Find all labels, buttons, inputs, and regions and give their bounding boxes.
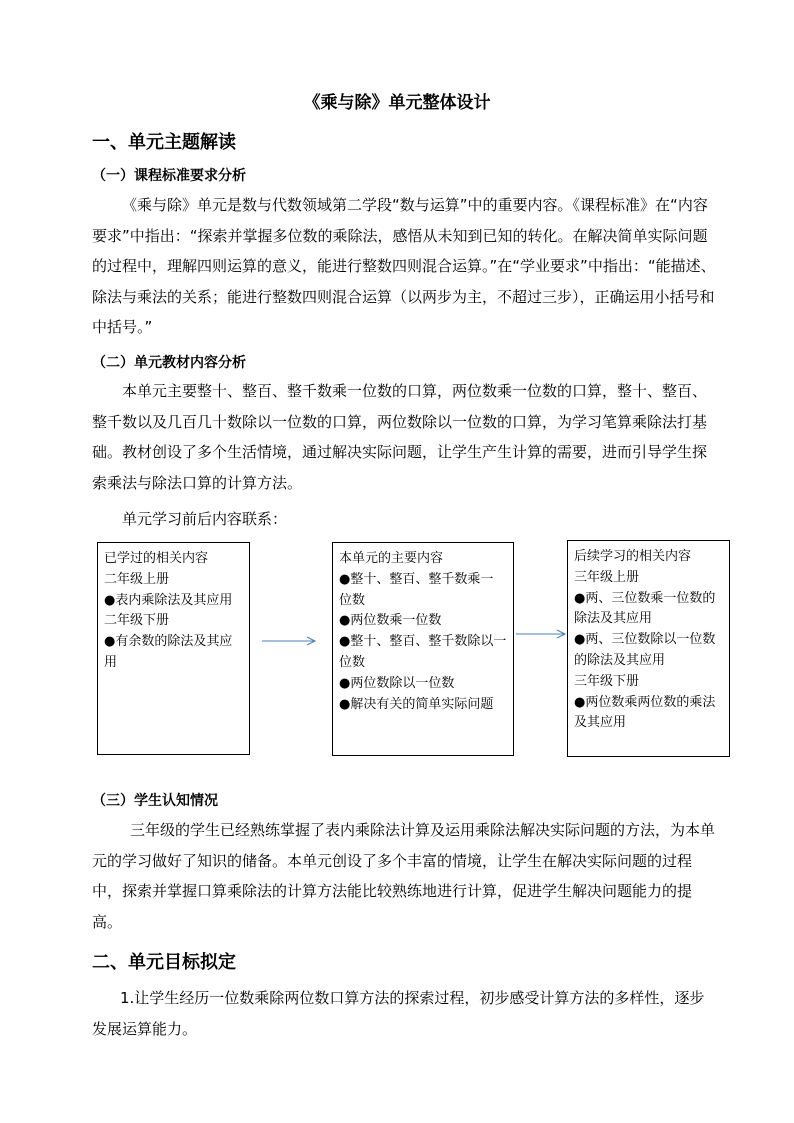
current-unit-box: [332, 542, 514, 756]
box-line: ●表内乘除法及其应用: [104, 592, 233, 608]
box-line: ●解决有关的简单实际问题: [339, 696, 494, 712]
box-line: 位数: [339, 592, 366, 608]
box-line: ●两、三位数除以一位数的除法及其应用: [574, 632, 716, 668]
box-line: ●两、三位数乘一位数的除法及其应用: [574, 590, 716, 627]
section1-heading: 一、单元主题解读: [92, 132, 236, 153]
prior-knowledge-box: [97, 542, 250, 755]
arrow-right-icon: [516, 627, 568, 641]
subsection3-paragraph: 三年级的学生已经熟练掌握了表内乘除法计算及运用乘除法解决实际问题的方法，为本单元的学习做好了知识的储备。本单元创设了多个丰富的情境，让学生在解决实际问题的过程中，探索并掌握口算乘除法的计算方法能比较熟练地进行计算，促进学生解决问题能力的提高。: [92, 821, 716, 931]
future-learning-box: [567, 540, 730, 757]
goal-item-1: 1.让学生经历一位数乘除两位数口算方法的探索过程，初步感受计算方法的多样性，逐步发展运算能力。: [92, 989, 705, 1038]
section2-heading: 二、单元目标拟定: [92, 952, 236, 973]
box-line: ●有余数的除法及其应用: [104, 634, 233, 670]
subsection1-heading: （一）课程标准要求分析: [92, 168, 246, 184]
box-line: ●两位数除以一位数: [339, 675, 455, 691]
subsection3-heading: （三）学生认知情况: [92, 793, 218, 809]
subsection2-heading: （二）单元教材内容分析: [92, 355, 246, 371]
box-line: 三年级上册: [574, 569, 640, 585]
box-line: 本单元的主要内容: [339, 551, 444, 566]
box-line: 三年级下册: [574, 673, 640, 689]
box-line: 已学过的相关内容: [104, 551, 209, 566]
document-title: 《乘与除》单元整体设计: [303, 93, 491, 113]
box-line: ●两位数乘两位数的乘法及其应用: [574, 694, 716, 731]
subsection1-paragraph: 《乘与除》单元是数与代数领域第二学段“数与运算”中的重要内容。《课程标准》在“内容要求”中指出：“探索并掌握多位数的乘除法，感悟从未知到已知的转化。在解决简单实际问题的过程中，理解四则运算的意义，能进行整数四则混合运算。”在“学业要求”中指出：“能描述、除法与乘法的关系；能进行整数四则混合运算（以两步为主，不超过三步），正确运用小括号和中括号。”: [92, 196, 716, 336]
relation-label: 单元学习前后内容联系：: [122, 510, 288, 528]
arrow-right-icon: [262, 634, 318, 648]
box-line: 二年级下册: [104, 613, 170, 629]
box-line: ●两位数乘一位数: [339, 613, 442, 629]
box-line: 后续学习的相关内容: [574, 549, 692, 564]
box-line: ●整十、整百、整千数除以一位数: [339, 634, 507, 670]
box-line: 二年级上册: [104, 571, 170, 587]
subsection2-paragraph: 本单元主要整十、整百、整千数乘一位数的口算，两位数乘一位数的口算，整十、整百、整千数以及几百几十数除以一位数的口算，两位数除以一位数的口算，为学习笔算乘除法打基础。教材创设了多个生活情境，通过解决实际问题，让学生产生计算的需要，进而引导学生探索乘法与除法口算的计算方法。: [92, 382, 708, 492]
box-line: ●整十、整百、整千数乘一: [339, 571, 494, 587]
